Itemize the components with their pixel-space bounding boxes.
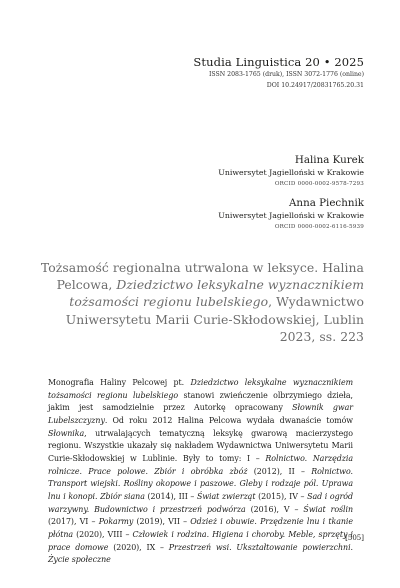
body-text-segment: (2015), IV –	[255, 491, 308, 501]
body-paragraph	[48, 377, 353, 567]
body-text-segment: (2019), VII –	[133, 517, 191, 527]
body-text-segment: . Od roku 2012 Halina Pelcowa wydała dwanaście tomów	[104, 415, 353, 425]
body-italic-segment: Przestrzeń wsi. Ukształtowanie powierzchni. Życie społeczne	[48, 542, 354, 565]
body-text-segment: (2017), VI –	[48, 517, 99, 527]
body-italic-segment: Rolnictwo. Narzędzia rolnicze. Prace polowe. Zbiór i obróbka zbóż	[48, 453, 354, 476]
body-italic-segment: Sad i ogród warzywny. Budownictwo i przestrzeń podwórza	[48, 491, 354, 514]
body-italic-segment: Człowiek i rodzina. Higiena i choroby. Meble, sprzęty i prace domowe	[48, 529, 353, 552]
body-italic-segment: Słownika	[48, 428, 85, 438]
author-2	[218, 196, 364, 233]
author-affiliation: Uniwersytet Jagielloński w Krakowie	[218, 168, 364, 177]
journal-header	[193, 55, 364, 91]
body-text-segment: (2012), II –	[247, 466, 312, 476]
review-title	[34, 259, 364, 345]
body-italic-segment: Świat roślin	[303, 504, 353, 514]
journal-title: Studia Linguistica 20 • 2025	[193, 55, 364, 69]
author-affiliation: Uniwersytet Jagielloński w Krakowie	[218, 211, 364, 220]
body-text-segment: Monografia Haliny Pelcowej pt.	[48, 378, 191, 387]
author-orcid[interactable]: ORCID 0000-0002-6116-5939	[274, 224, 364, 230]
body-italic-segment: Świat zwierząt	[196, 491, 256, 501]
body-text-segment: (2020), VIII –	[73, 529, 133, 539]
body-text-segment: stanowi zwieńczenie olbrzymiego dzieła, jakim jest samodzielnie przez Autorkę opracowany	[48, 390, 353, 413]
review-title-part2: , Wydawnictwo Uniwersytetu Marii Curie-Skłodowskiej, Lublin 2023, ss. 223	[65, 294, 364, 344]
author-name: Anna Piechnik	[289, 197, 364, 209]
body-italic-segment: Słownik gwar Lubelszczyzny	[48, 403, 354, 425]
author-name: Halina Kurek	[294, 154, 364, 166]
body-text-segment: , utrwalających tematyczną leksykę gwarową macierzystego regionu. Wszystkie ukazały się nakładem Wydawnictwa Uniwersytetu Marii Curie-Skłodowskiej w Lublinie. Były to tomy: I –	[48, 428, 353, 463]
body-italic-segment: Rolnictwo. Transport wiejski. Rośliny okopowe i paszowe. Gleby i rodzaje pól. Uprawa lnu i konopi. Zbiór siana	[48, 466, 353, 501]
body-italic-segment: Pokarmy	[98, 517, 134, 527]
page-number: [505]	[345, 534, 364, 542]
review-book-title: Dziedzictwo leksykalne wyznacznikiem tożsamości regionu lubelskiego	[69, 277, 364, 310]
authors-block	[218, 153, 364, 239]
author-1	[218, 153, 364, 190]
journal-issn: ISSN 2083-1765 (druk), ISSN 3072-1776 (online)	[208, 71, 364, 78]
body-text-segment: (2020), IX –	[108, 542, 169, 552]
body-italic-segment: Odzież i obuwie. Przędzenie lnu i tkanie płótna	[48, 517, 353, 539]
body-text-segment: (2016), V –	[245, 504, 304, 514]
review-title-part1: Tożsamość regionalna utrwalona w leksyce. Halina Pelcowa,	[40, 260, 364, 293]
author-orcid[interactable]: ORCID 0000-0002-9578-7293	[274, 181, 364, 187]
journal-doi[interactable]: DOI 10.24917/20831765.20.31	[266, 82, 364, 89]
body-italic-segment: Dziedzictwo leksykalne wyznacznikiem tożsamości regionu lubelskiego	[48, 378, 353, 400]
body-text-segment: (2014), III –	[144, 491, 197, 501]
